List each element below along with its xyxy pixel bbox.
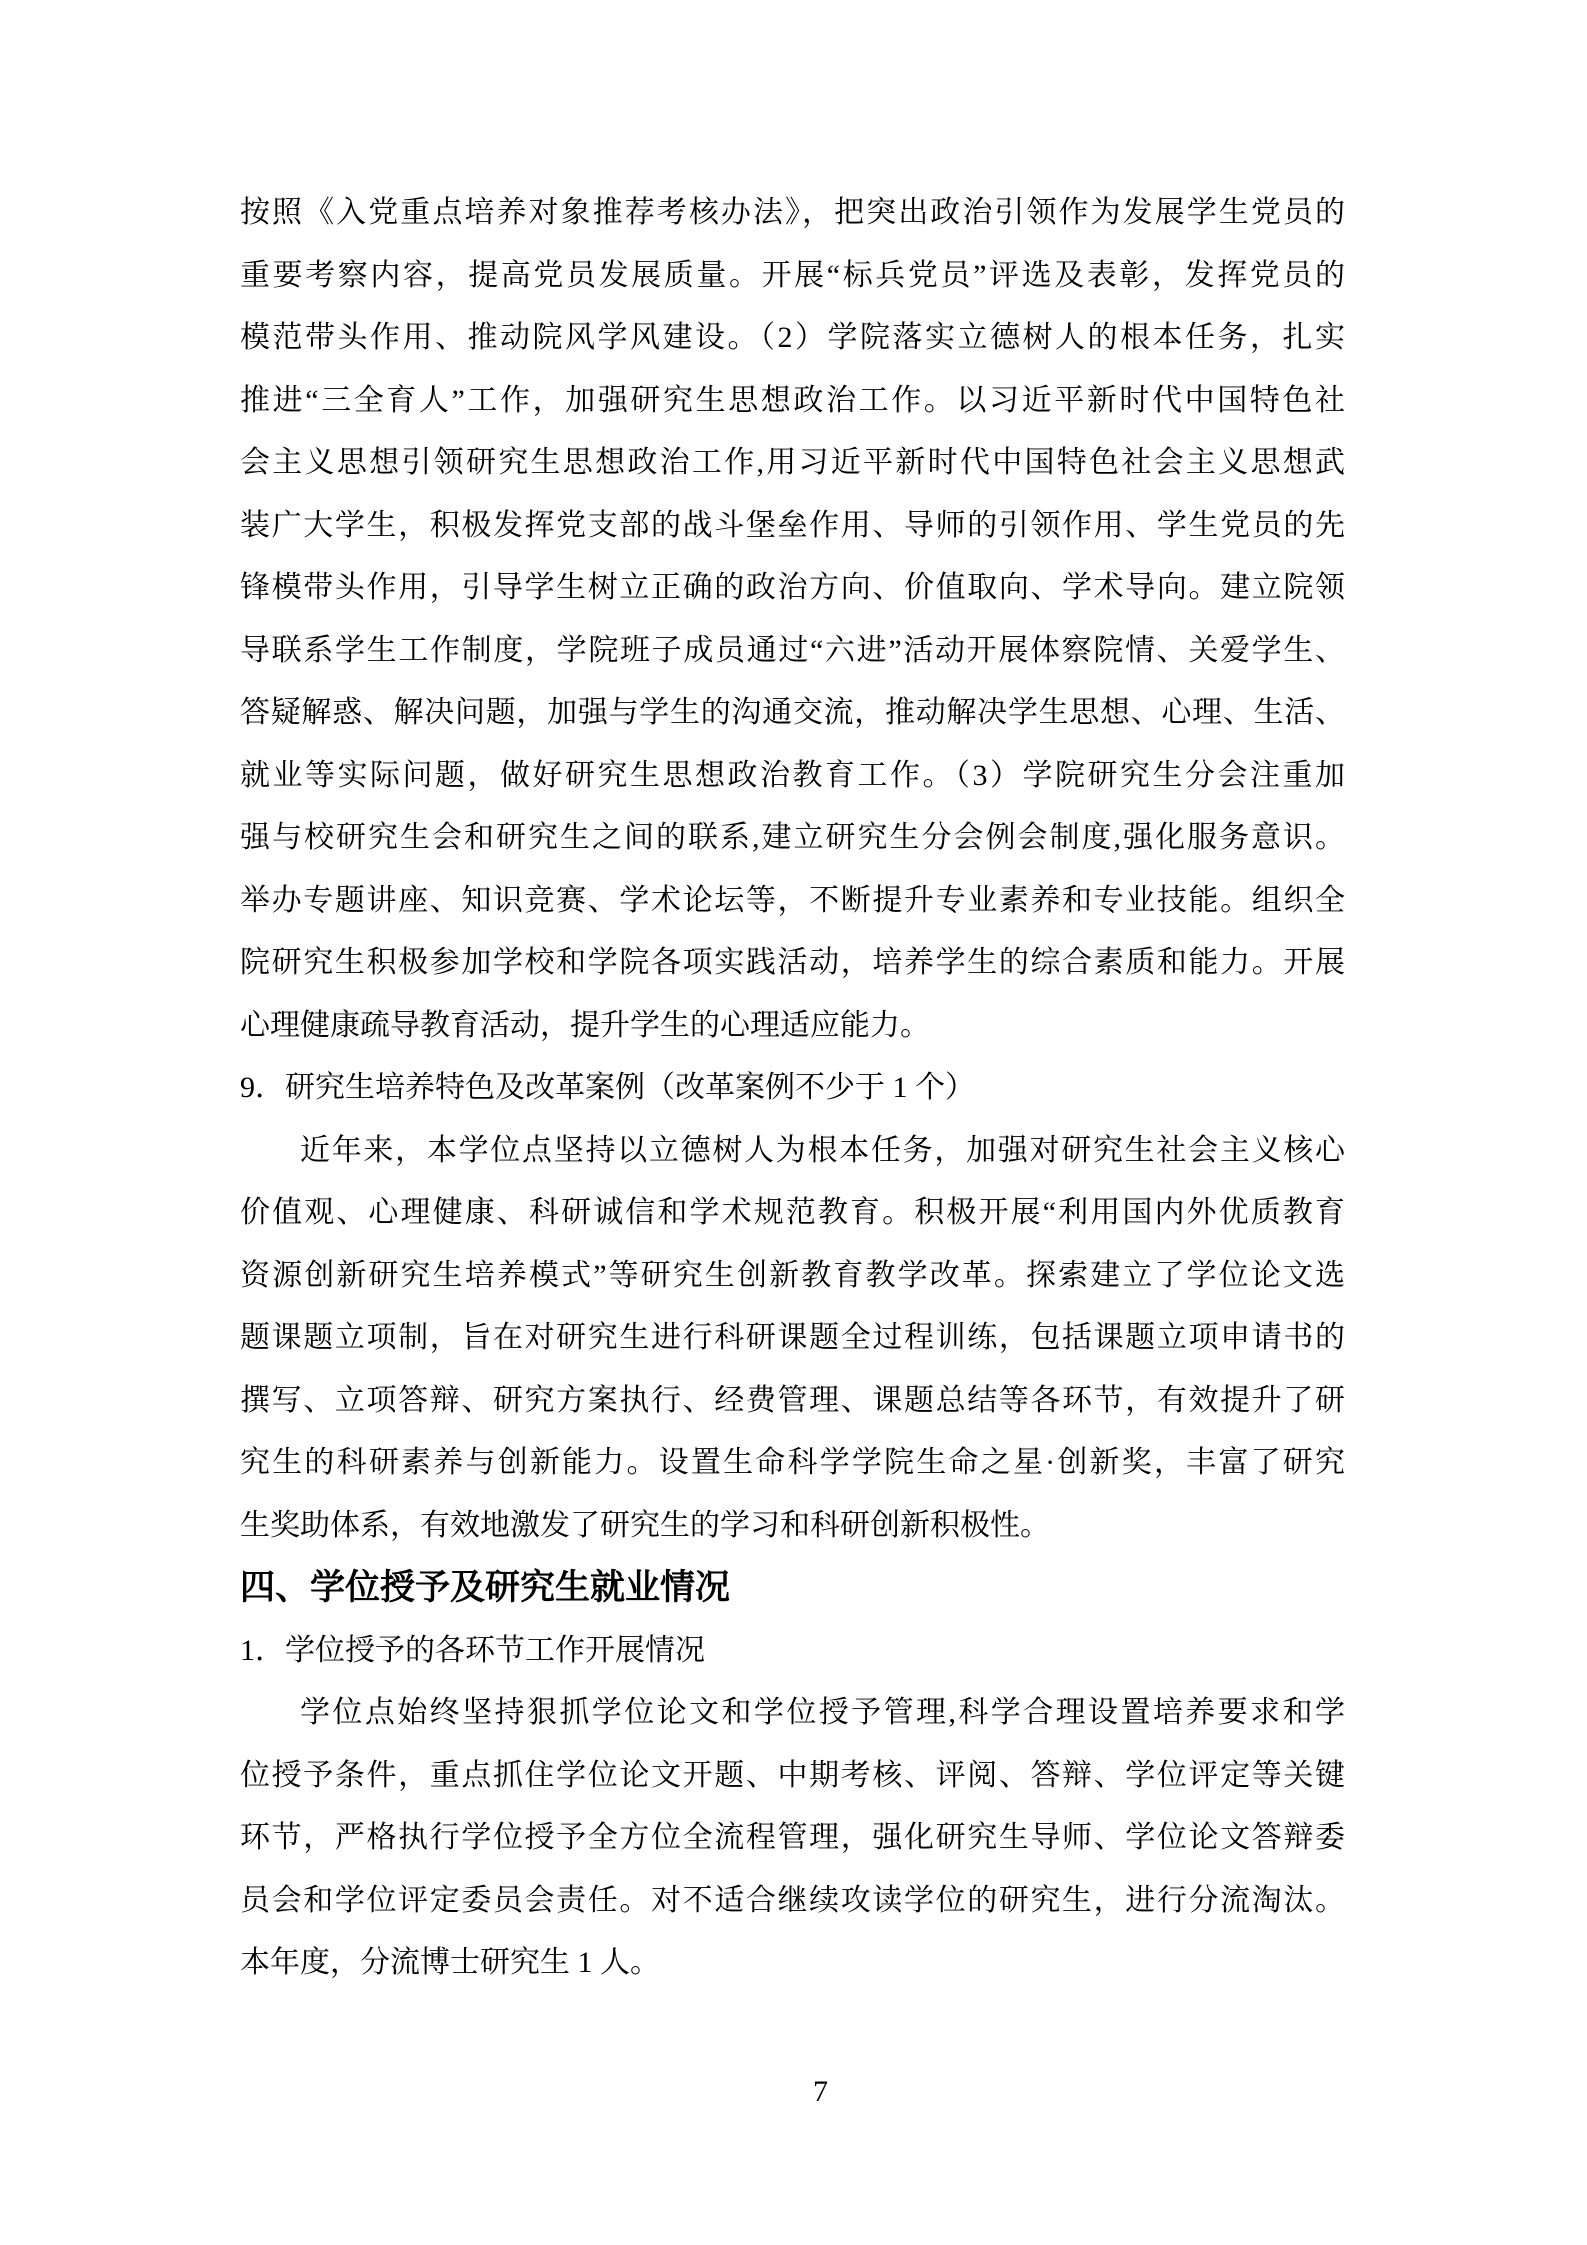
- text-line: 1．学位授予的各环节工作开展情况: [240, 1633, 705, 1667]
- text-line: 按照《入党重点培养对象推荐考核办法》，把突出政治引领作为发展学生党员的: [240, 196, 1345, 229]
- page-footer: [27, 2061, 1587, 2124]
- text-line: 位授予条件，重点抓住学位论文开题、中期考核、评阅、答辩、学位评定等关键: [240, 1758, 1345, 1792]
- text-line: 资源创新研究生培养模式”等研究生创新教育教学改革。探索建立了学位论文选: [240, 1258, 1345, 1292]
- text-line: 答疑解惑、解决问题，加强与学生的沟通交流，推动解决学生思想、心理、生活、: [240, 696, 1345, 729]
- text-line: 重要考察内容，提高党员发展质量。开展“标兵党员”评选及表彰，发挥党员的: [240, 258, 1345, 292]
- text-line: 锋模带头作用，引导学生树立正确的政治方向、价值取向、学术导向。建立院领: [240, 571, 1345, 604]
- text-line: 推进“三全育人”工作，加强研究生思想政治工作。以习近平新时代中国特色社: [240, 383, 1345, 417]
- text-line: 就业等实际问题，做好研究生思想政治教育工作。（3）学院研究生分会注重加: [240, 758, 1345, 792]
- text-line: 环节，严格执行学位授予全方位全流程管理，强化研究生导师、学位论文答辩委: [240, 1821, 1345, 1854]
- text-line: 价值观、心理健康、科研诚信和学术规范教育。积极开展“利用国内外优质教育: [240, 1196, 1345, 1229]
- text-line: 院研究生积极参加学校和学院各项实践活动，培养学生的综合素质和能力。开展: [240, 946, 1345, 979]
- text-line: 生奖助体系，有效地激发了研究生的学习和科研创新积极性。: [240, 1508, 1050, 1542]
- text-line: 模范带头作用、推动院风学风建设。（2）学院落实立德树人的根本任务，扎实: [240, 321, 1345, 354]
- text-line: 撰写、立项答辩、研究方案执行、经费管理、课题总结等各环节，有效提升了研: [240, 1383, 1345, 1417]
- document-body: [240, 182, 1345, 1995]
- text-line: 究生的科研素养与创新能力。设置生命科学学院生命之星·创新奖，丰富了研究: [240, 1446, 1345, 1479]
- text-line: 导联系学生工作制度，学院班子成员通过“六进”活动开展体察院情、关爱学生、: [240, 633, 1345, 667]
- text-line: 9．研究生培养特色及改革案例（改革案例不少于 1 个）: [240, 1071, 975, 1104]
- text-line: 近年来，本学位点坚持以立德树人为根本任务，加强对研究生社会主义核心: [300, 1133, 1345, 1167]
- text-line: 题课题立项制，旨在对研究生进行科研课题全过程训练，包括课题立项申请书的: [240, 1321, 1345, 1354]
- text-line: 装广大学生，积极发挥党支部的战斗堡垒作用、导师的引领作用、学生党员的先: [240, 508, 1345, 542]
- text-line: 本年度，分流博士研究生 1 人。: [240, 1946, 660, 1979]
- page-number: 7: [813, 2075, 828, 2108]
- text-line: 员会和学位评定委员会责任。对不适合继续攻读学位的研究生，进行分流淘汰。: [240, 1883, 1345, 1917]
- text-line: 强与校研究生会和研究生之间的联系,建立研究生分会例会制度,强化服务意识。: [240, 821, 1345, 854]
- text-line: 心理健康疏导教育活动，提升学生的心理适应能力。: [240, 1008, 930, 1042]
- section-heading: 四、学位授予及研究生就业情况: [240, 1568, 731, 1607]
- text-line: 会主义思想引领研究生思想政治工作,用习近平新时代中国特色社会主义思想武: [240, 446, 1345, 479]
- text-line: 学位点始终坚持狠抓学位论文和学位授予管理,科学合理设置培养要求和学: [300, 1696, 1345, 1729]
- text-line: 举办专题讲座、知识竞赛、学术论坛等，不断提升专业素养和专业技能。组织全: [240, 883, 1345, 917]
